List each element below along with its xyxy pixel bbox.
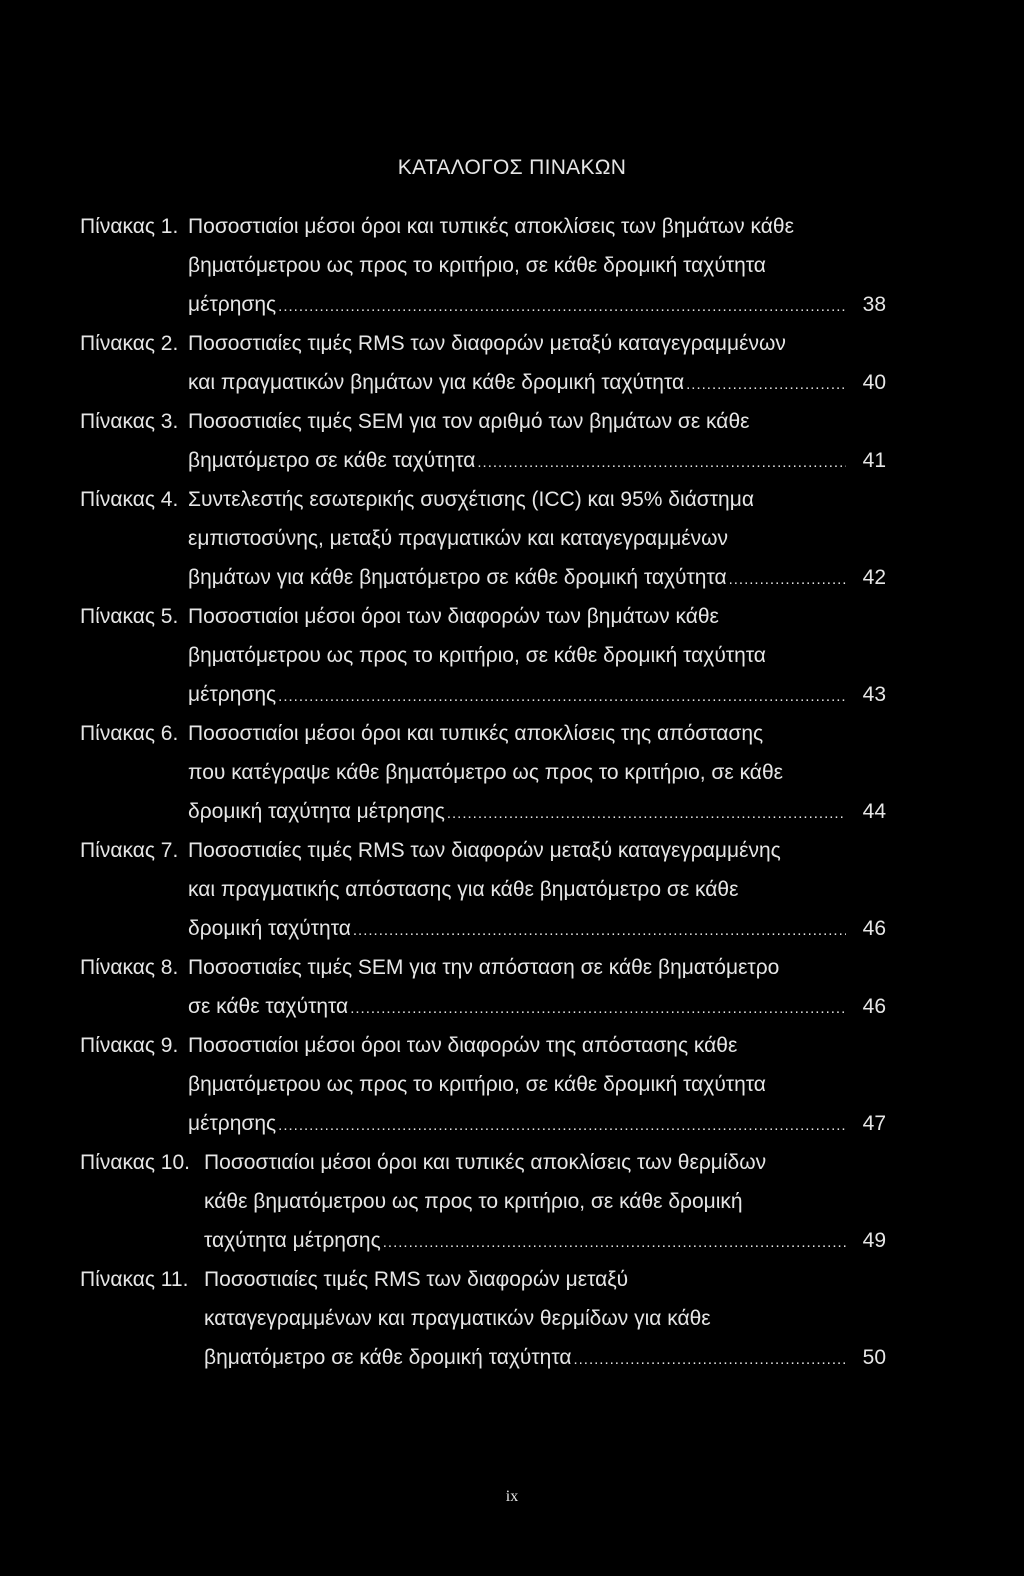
entry-last-line bbox=[188, 987, 886, 1026]
entry-label: Πίνακας 6. bbox=[80, 722, 179, 745]
dot-leader bbox=[573, 1340, 846, 1379]
entry-page-number[interactable]: 42 bbox=[862, 566, 886, 589]
entry-title-line: κάθε βηματόμετρου ως προς το κριτήριο, σε κάθε δρομική bbox=[204, 1190, 743, 1213]
entry-body bbox=[80, 948, 886, 1026]
toc-entry[interactable] bbox=[80, 1026, 886, 1143]
dot-leader bbox=[350, 989, 846, 1028]
entry-title-line: Ποσοστιαίες τιμές SEM για τον αριθμό των βημάτων σε κάθε bbox=[188, 410, 750, 433]
toc-entry[interactable] bbox=[80, 948, 886, 1026]
entry-body bbox=[80, 480, 886, 597]
entry-body bbox=[80, 597, 886, 714]
entry-page-number[interactable]: 50 bbox=[862, 1346, 886, 1369]
entry-label: Πίνακας 1. bbox=[80, 215, 179, 238]
entry-label: Πίνακας 7. bbox=[80, 839, 179, 862]
dot-leader bbox=[278, 1106, 846, 1145]
entry-last-line bbox=[204, 1338, 886, 1377]
dot-leader bbox=[729, 560, 846, 599]
entry-body bbox=[80, 831, 886, 948]
entry-title-line: μέτρησης bbox=[188, 293, 277, 316]
toc-entry[interactable] bbox=[80, 1260, 886, 1377]
dot-leader bbox=[278, 677, 846, 716]
table-list bbox=[80, 207, 886, 1377]
entry-title-line: και πραγματικής απόστασης για κάθε βηματόμετρο σε κάθε bbox=[188, 878, 739, 901]
entry-label: Πίνακας 3. bbox=[80, 410, 179, 433]
entry-last-line bbox=[188, 1104, 886, 1143]
entry-label: Πίνακας 4. bbox=[80, 488, 179, 511]
entry-title-line: Ποσοστιαίοι μέσοι όροι και τυπικές αποκλίσεις των θερμίδων bbox=[204, 1151, 767, 1174]
entry-label: Πίνακας 8. bbox=[80, 956, 179, 979]
entry-title-line: βηματόμετρου ως προς το κριτήριο, σε κάθε δρομική ταχύτητα bbox=[188, 254, 766, 277]
toc-entry[interactable] bbox=[80, 831, 886, 948]
entry-title-line: μέτρησης bbox=[188, 683, 277, 706]
dot-leader bbox=[447, 794, 846, 833]
entry-page-number[interactable]: 47 bbox=[862, 1112, 886, 1135]
entry-title-line: βηματόμετρο σε κάθε δρομική ταχύτητα bbox=[204, 1346, 572, 1369]
toc-entry[interactable] bbox=[80, 1143, 886, 1260]
entry-title-line: καταγεγραμμένων και πραγματικών θερμίδων για κάθε bbox=[204, 1307, 711, 1330]
entry-title-line: δρομική ταχύτητα μέτρησης bbox=[188, 800, 445, 823]
entry-page-number[interactable]: 38 bbox=[862, 293, 886, 316]
entry-title-line: βηματόμετρο σε κάθε ταχύτητα bbox=[188, 449, 476, 472]
entry-body bbox=[80, 402, 886, 480]
entry-page-number[interactable]: 49 bbox=[862, 1229, 886, 1252]
entry-page-number[interactable]: 43 bbox=[862, 683, 886, 706]
entry-body bbox=[80, 324, 886, 402]
toc-entry[interactable] bbox=[80, 480, 886, 597]
entry-title-line: Ποσοστιαίες τιμές RMS των διαφορών μεταξύ καταγεγραμμένης bbox=[188, 839, 781, 862]
entry-title-line: Ποσοστιαίοι μέσοι όροι των διαφορών των βημάτων κάθε bbox=[188, 605, 719, 628]
page-number-footer: ix bbox=[505, 1488, 519, 1505]
entry-title-line: Ποσοστιαίες τιμές RMS των διαφορών μεταξύ καταγεγραμμένων bbox=[188, 332, 786, 355]
toc-entry[interactable] bbox=[80, 714, 886, 831]
entry-body bbox=[80, 1026, 886, 1143]
entry-last-line bbox=[188, 441, 886, 480]
entry-title-line: βημάτων για κάθε βηματόμετρο σε κάθε δρομική ταχύτητα bbox=[188, 566, 727, 589]
page-title: ΚΑΤΑΛΟΓΟΣ ΠΙΝΑΚΩΝ bbox=[397, 156, 627, 179]
entry-title-line: δρομική ταχύτητα bbox=[188, 917, 351, 940]
toc-entry[interactable] bbox=[80, 402, 886, 480]
entry-title-line: βηματόμετρου ως προς το κριτήριο, σε κάθε δρομική ταχύτητα bbox=[188, 644, 766, 667]
entry-label: Πίνακας 11. bbox=[80, 1268, 189, 1291]
entry-label: Πίνακας 10. bbox=[80, 1151, 191, 1174]
toc-entry[interactable] bbox=[80, 597, 886, 714]
entry-title-line: εμπιστοσύνης, μεταξύ πραγματικών και καταγεγραμμένων bbox=[188, 527, 729, 550]
entry-page-number[interactable]: 44 bbox=[862, 800, 886, 823]
toc-entry[interactable] bbox=[80, 324, 886, 402]
entry-last-line bbox=[204, 1221, 886, 1260]
dot-leader bbox=[686, 365, 846, 404]
entry-body bbox=[80, 207, 886, 324]
entry-label: Πίνακας 9. bbox=[80, 1034, 179, 1057]
entry-label: Πίνακας 2. bbox=[80, 332, 179, 355]
entry-last-line bbox=[188, 909, 886, 948]
entry-body bbox=[80, 714, 886, 831]
entry-last-line bbox=[188, 675, 886, 714]
entry-title-line: που κατέγραψε κάθε βηματόμετρο ως προς το κριτήριο, σε κάθε bbox=[188, 761, 783, 784]
dot-leader bbox=[353, 911, 846, 950]
entry-title-line: Ποσοστιαίοι μέσοι όροι και τυπικές αποκλίσεις των βημάτων κάθε bbox=[188, 215, 794, 238]
dot-leader bbox=[383, 1223, 846, 1262]
toc-entry[interactable] bbox=[80, 207, 886, 324]
entry-page-number[interactable]: 41 bbox=[862, 449, 886, 472]
entry-title-line: και πραγματικών βημάτων για κάθε δρομική ταχύτητα bbox=[188, 371, 685, 394]
dot-leader bbox=[278, 287, 846, 326]
entry-title-line: Ποσοστιαίες τιμές SEM για την απόσταση σε κάθε βηματόμετρο bbox=[188, 956, 780, 979]
entry-title-line: βηματόμετρου ως προς το κριτήριο, σε κάθε δρομική ταχύτητα bbox=[188, 1073, 766, 1096]
entry-page-number[interactable]: 46 bbox=[862, 995, 886, 1018]
entry-last-line bbox=[188, 363, 886, 402]
entry-last-line bbox=[188, 558, 886, 597]
entry-title-line: σε κάθε ταχύτητα bbox=[188, 995, 349, 1018]
entry-title-line: μέτρησης bbox=[188, 1112, 277, 1135]
entry-label: Πίνακας 5. bbox=[80, 605, 179, 628]
entry-last-line bbox=[188, 792, 886, 831]
entry-last-line bbox=[188, 285, 886, 324]
entry-body bbox=[80, 1143, 886, 1260]
entry-title-line: Ποσοστιαίες τιμές RMS των διαφορών μεταξύ bbox=[204, 1268, 629, 1291]
entry-body bbox=[80, 1260, 886, 1377]
entry-title-line: ταχύτητα μέτρησης bbox=[204, 1229, 381, 1252]
entry-page-number[interactable]: 46 bbox=[862, 917, 886, 940]
entry-title-line: Ποσοστιαίοι μέσοι όροι των διαφορών της απόστασης κάθε bbox=[188, 1034, 738, 1057]
entry-title-line: Συντελεστής εσωτερικής συσχέτισης (ICC) και 95% διάστημα bbox=[188, 488, 754, 511]
entry-page-number[interactable]: 40 bbox=[862, 371, 886, 394]
entry-title-line: Ποσοστιαίοι μέσοι όροι και τυπικές αποκλίσεις της απόστασης bbox=[188, 722, 764, 745]
dot-leader bbox=[477, 443, 846, 482]
